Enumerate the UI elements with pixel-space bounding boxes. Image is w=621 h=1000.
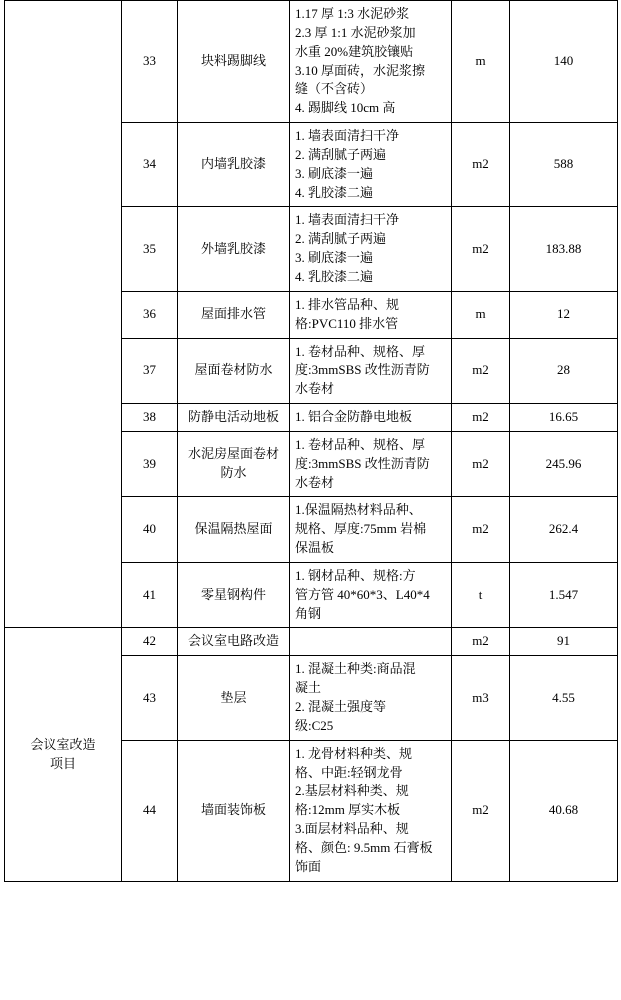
desc-line: 1. 龙骨材料种类、规 xyxy=(295,745,413,761)
row-quantity: 1.547 xyxy=(510,562,618,628)
row-no: 34 xyxy=(122,123,178,207)
row-quantity: 91 xyxy=(510,628,618,656)
desc-line: 1. 卷材品种、规格、厚 xyxy=(295,436,426,452)
desc-line: 4. 乳胶漆二遍 xyxy=(295,268,374,284)
row-no: 36 xyxy=(122,291,178,338)
row-no: 44 xyxy=(122,740,178,881)
desc-line: 级:C25 xyxy=(295,717,334,733)
desc-line: 2. 满刮腻子两遍 xyxy=(295,231,387,247)
desc-line: 格:PVC110 排水管 xyxy=(295,315,399,331)
row-unit: m2 xyxy=(452,628,510,656)
desc-line: 饰面 xyxy=(295,858,322,874)
row-item-name: 块料踢脚线 xyxy=(178,1,290,123)
row-quantity: 183.88 xyxy=(510,207,618,291)
desc-line: 缝（不含砖） xyxy=(295,81,374,97)
row-quantity: 12 xyxy=(510,291,618,338)
desc-line: 1. 混凝土种类:商品混 xyxy=(295,661,416,677)
row-item-name: 屋面排水管 xyxy=(178,291,290,338)
desc-line: 格:12mm 厚实木板 xyxy=(295,802,401,818)
row-quantity: 40.68 xyxy=(510,740,618,881)
desc-line: 2. 满刮腻子两遍 xyxy=(295,146,387,162)
row-no: 42 xyxy=(122,628,178,656)
row-item-name: 零星钢构件 xyxy=(178,562,290,628)
row-item-name: 防静电活动地板 xyxy=(178,404,290,432)
desc-line: 角钢 xyxy=(295,605,322,621)
desc-line: 3.面层材料品种、规 xyxy=(295,821,409,837)
desc-line: 2.基层材料种类、规 xyxy=(295,783,409,799)
row-description xyxy=(290,123,452,207)
row-unit: m2 xyxy=(452,207,510,291)
row-item-name: 内墙乳胶漆 xyxy=(178,123,290,207)
row-item-name: 水泥房屋面卷材防水 xyxy=(178,431,290,497)
bill-of-quantities-table xyxy=(4,0,618,882)
desc-line: 1. 钢材品种、规格:方 xyxy=(295,567,416,583)
row-quantity: 140 xyxy=(510,1,618,123)
row-description xyxy=(290,628,452,656)
desc-line: 4. 乳胶漆二遍 xyxy=(295,184,374,200)
row-description xyxy=(290,740,452,881)
desc-line: 格、颜色: 9.5mm 石膏板 xyxy=(295,839,433,855)
row-description xyxy=(290,291,452,338)
row-unit: m2 xyxy=(452,497,510,563)
row-quantity: 245.96 xyxy=(510,431,618,497)
desc-line: 1. 铝合金防静电地板 xyxy=(295,409,413,425)
desc-line: 1. 墙表面清扫干净 xyxy=(295,128,400,144)
desc-line: 保温板 xyxy=(295,540,335,556)
row-unit: m xyxy=(452,291,510,338)
desc-line: 1. 排水管品种、规 xyxy=(295,296,400,312)
desc-line: 度:3mmSBS 改性沥青防 xyxy=(295,362,430,378)
table-row xyxy=(5,628,618,656)
row-description xyxy=(290,338,452,404)
table-body xyxy=(5,1,618,882)
row-unit: m2 xyxy=(452,431,510,497)
group-label-cell xyxy=(5,1,122,628)
desc-line: 1. 墙表面清扫干净 xyxy=(295,212,400,228)
row-item-name: 屋面卷材防水 xyxy=(178,338,290,404)
desc-line: 1.17 厚 1:3 水泥砂浆 xyxy=(295,6,410,21)
row-unit: m2 xyxy=(452,740,510,881)
row-quantity: 16.65 xyxy=(510,404,618,432)
row-unit: m2 xyxy=(452,338,510,404)
row-no: 38 xyxy=(122,404,178,432)
desc-line: 度:3mmSBS 改性沥青防 xyxy=(295,455,430,471)
desc-line: 水卷材 xyxy=(295,474,335,490)
row-description xyxy=(290,656,452,740)
group-label-line-2: 项目 xyxy=(49,755,76,771)
row-unit: m2 xyxy=(452,404,510,432)
row-unit: t xyxy=(452,562,510,628)
group-label-cell-meeting-room xyxy=(5,628,122,881)
desc-line: 水重 20%建筑胶镶贴 xyxy=(295,43,414,59)
row-description xyxy=(290,404,452,432)
row-unit: m2 xyxy=(452,123,510,207)
row-description xyxy=(290,1,452,123)
row-description xyxy=(290,562,452,628)
group-label-line-1: 会议室改造 xyxy=(30,736,96,752)
row-unit: m3 xyxy=(452,656,510,740)
desc-line: 3. 刷底漆一遍 xyxy=(295,250,374,266)
row-item-name: 墙面装饰板 xyxy=(178,740,290,881)
desc-line: 管方管 40*60*3、L40*4 xyxy=(295,586,430,602)
row-description xyxy=(290,207,452,291)
row-no: 43 xyxy=(122,656,178,740)
desc-line: 1.保温隔热材料品种、 xyxy=(295,502,422,518)
row-no: 35 xyxy=(122,207,178,291)
desc-line: 格、中距:轻钢龙骨 xyxy=(295,764,403,780)
row-unit: m xyxy=(452,1,510,123)
row-description xyxy=(290,431,452,497)
row-item-name: 外墙乳胶漆 xyxy=(178,207,290,291)
desc-line: 4. 踢脚线 10cm 高 xyxy=(295,100,396,116)
desc-line: 凝土 xyxy=(295,680,322,696)
row-no: 33 xyxy=(122,1,178,123)
row-item-name: 会议室电路改造 xyxy=(178,628,290,656)
row-quantity: 28 xyxy=(510,338,618,404)
row-no: 39 xyxy=(122,431,178,497)
desc-line: 规格、厚度:75mm 岩棉 xyxy=(295,521,427,537)
desc-line: 水卷材 xyxy=(295,381,335,397)
desc-line: 3.10 厚面砖，水泥浆擦 xyxy=(295,62,426,78)
desc-line: 1. 卷材品种、规格、厚 xyxy=(295,343,426,359)
row-item-name: 保温隔热屋面 xyxy=(178,497,290,563)
row-quantity: 4.55 xyxy=(510,656,618,740)
desc-line: 3. 刷底漆一遍 xyxy=(295,165,374,181)
row-item-name: 垫层 xyxy=(178,656,290,740)
table-row xyxy=(5,1,618,123)
desc-line: 2.3 厚 1:1 水泥砂浆加 xyxy=(295,24,416,40)
row-description xyxy=(290,497,452,563)
row-quantity: 262.4 xyxy=(510,497,618,563)
row-no: 37 xyxy=(122,338,178,404)
row-no: 41 xyxy=(122,562,178,628)
row-quantity: 588 xyxy=(510,123,618,207)
desc-line: 2. 混凝土强度等 xyxy=(295,699,387,714)
row-no: 40 xyxy=(122,497,178,563)
